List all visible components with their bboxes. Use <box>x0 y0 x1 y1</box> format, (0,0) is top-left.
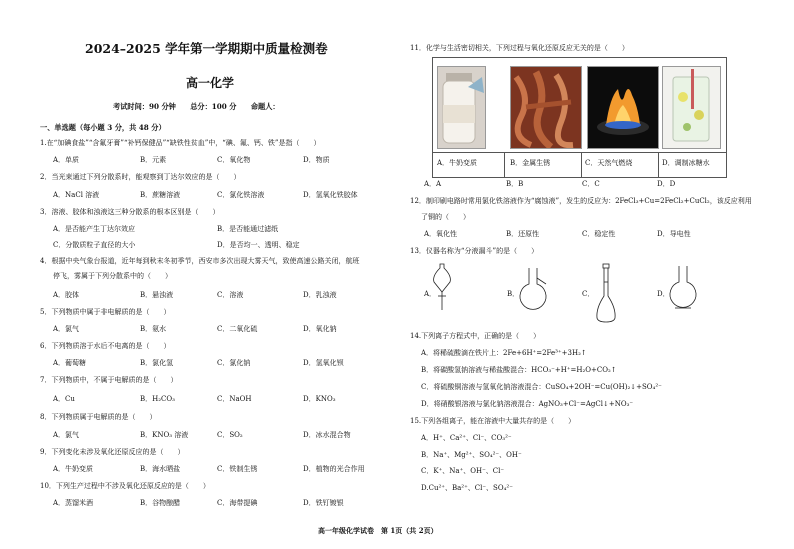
question-7: 7．下列物质中，不属于电解质的是（ ） <box>40 376 178 384</box>
q11-caption-b: B．金属生锈 <box>510 159 551 167</box>
round-bottom-flask-icon <box>516 266 550 312</box>
q4-option-c: C．溶液 <box>217 291 244 299</box>
q11-table-col-3 <box>658 152 659 178</box>
q12-option-c: C．稳定性 <box>582 230 616 238</box>
q1-option-b: B．元素 <box>140 156 167 164</box>
q3-option-c: C．分散质粒子直径的大小 <box>53 241 136 249</box>
question-10: 10．下列生产过程中不涉及氧化还原反应的是（ ） <box>40 482 210 490</box>
q2-option-b: B．蔗糖溶液 <box>140 191 181 199</box>
question-6: 6．下列物质溶于水后不电离的是（ ） <box>40 342 171 350</box>
q6-option-b: B．氯化氢 <box>140 359 174 367</box>
q11-photo-b <box>510 66 582 149</box>
q5-option-c: C．二氧化硫 <box>217 325 258 333</box>
flat-bottom-flask-icon <box>668 264 698 312</box>
page-footer: 高一年级化学试卷 第 1页（共 2页） <box>318 526 438 535</box>
q7-option-a: A．Cu <box>53 395 75 403</box>
q2-option-c: C．氯化铁溶液 <box>217 191 265 199</box>
question-5: 5．下列物质中属于非电解质的是（ ） <box>40 308 171 316</box>
q13-label-d: D． <box>657 290 670 298</box>
q14-option-c: C．将硫酸铜溶液与氢氧化钠溶液混合：CuSO₄+2OH⁻=Cu(OH)₂↓+SO₄²⁻ <box>421 383 662 391</box>
question-4: 4．根据中央气象台报道，近年每到秋末冬初季节，西安市多次出现大雾天气，致使高速公路关闭，航班 <box>40 257 360 265</box>
question-12-cont: 了铜的（ ） <box>421 213 470 221</box>
question-4-cont: 停飞，雾属于下列分散系中的（ ） <box>53 272 172 280</box>
q15-option-a: A．H⁺、Ca²⁺、Cl⁻、CO₃²⁻ <box>421 434 512 442</box>
q11-option-a: A．A <box>424 180 442 188</box>
q11-photo-c <box>587 66 659 149</box>
q12-option-d: D．导电性 <box>657 230 691 238</box>
volumetric-flask-icon <box>594 262 618 324</box>
q5-option-d: D．氧化钠 <box>303 325 337 333</box>
q10-option-d: D．铁钉镀银 <box>303 499 344 507</box>
q11-photo-d <box>662 66 721 149</box>
q11-table-rule-top <box>432 152 727 153</box>
q4-option-d: D．乳浊液 <box>303 291 337 299</box>
q10-option-b: B．谷物酿醋 <box>140 499 181 507</box>
q1-option-a: A．单质 <box>53 156 80 164</box>
q8-option-d: D．冰水混合物 <box>303 431 351 439</box>
q1-option-d: D．物质 <box>303 156 330 164</box>
q11-option-d: D．D <box>657 180 676 188</box>
q8-option-b: B．KNO₃ 溶液 <box>140 431 189 439</box>
q6-option-a: A．葡萄糖 <box>53 359 87 367</box>
section-heading: 一、单选题（每小题 3 分，共 48 分） <box>40 123 166 132</box>
question-15: 15.下列各组离子，能在溶液中大量共存的是（ ） <box>410 417 576 425</box>
q14-option-b: B．将碳酸氢钠溶液与稀盐酸混合：HCO₃⁻+H⁺=H₂O+CO₂↑ <box>421 366 617 374</box>
q7-option-d: D．KNO₃ <box>303 395 336 403</box>
q6-option-c: C．氯化钠 <box>217 359 251 367</box>
q15-option-d: D.Cu²⁺、Ba²⁺、Cl⁻、SO₄²⁻ <box>421 484 513 492</box>
q10-option-a: A．蒸馏米酒 <box>53 499 94 507</box>
question-13: 13．仪器名称为“分液漏斗”的是（ ） <box>410 247 539 255</box>
q11-table-col-1 <box>504 152 505 178</box>
question-2: 2．当光束通过下列分散系时，能观察到丁达尔效应的是（ ） <box>40 173 241 181</box>
q11-caption-a: A．牛奶变质 <box>437 159 478 167</box>
q11-caption-d: D．调制冰糖水 <box>662 159 710 167</box>
q3-option-a: A．是否能产生丁达尔效应 <box>53 225 136 233</box>
q5-option-b: B．氨水 <box>140 325 167 333</box>
q11-photo-a <box>437 66 486 149</box>
question-12: 12．制印刷电路时常用氯化铁溶液作为“腐蚀液”，发生的反应为：2FeCl₃+Cu=2FeCl₂+CuCl₂，该反应利用 <box>410 197 752 205</box>
q8-option-c: C．SO₂ <box>217 431 243 439</box>
q11-table-col-2 <box>581 152 582 178</box>
q14-option-a: A．将稀硫酸滴在铁片上：2Fe+6H⁺=2Fe³⁺+3H₂↑ <box>421 349 587 357</box>
question-11: 11．化学与生活密切相关，下列过程与氧化还原反应无关的是（ ） <box>410 44 629 52</box>
q9-option-b: B．海水晒盐 <box>140 465 181 473</box>
q9-option-a: A．牛奶变质 <box>53 465 94 473</box>
question-9: 9．下列变化未涉及氧化还原反应的是（ ） <box>40 448 185 456</box>
q4-option-b: B．悬浊液 <box>140 291 174 299</box>
q2-option-d: D．氢氧化铁胶体 <box>303 191 358 199</box>
exam-subject: 高一化学 <box>186 76 235 90</box>
q9-option-d: D．植物的光合作用 <box>303 465 365 473</box>
q11-option-c: C．C <box>582 180 600 188</box>
q3-option-d: D．是否均一、透明、稳定 <box>217 241 300 249</box>
question-14: 14.下列离子方程式中，正确的是（ ） <box>410 332 541 340</box>
q13-label-a: A． <box>424 290 437 298</box>
q4-option-a: A．胶体 <box>53 291 80 299</box>
q1-option-c: C．氧化物 <box>217 156 251 164</box>
q13-label-b: B． <box>507 290 520 298</box>
q7-option-b: B．H₂CO₃ <box>140 395 175 403</box>
q11-option-b: B．B <box>506 180 524 188</box>
q9-option-c: C．铁制生锈 <box>217 465 258 473</box>
q2-option-a: A．NaCl 溶液 <box>53 191 100 199</box>
q12-option-a: A．氧化性 <box>424 230 458 238</box>
q11-caption-c: C．天然气燃烧 <box>585 159 633 167</box>
q15-option-b: B．Na⁺、Mg²⁺、SO₄²⁻、OH⁻ <box>421 451 522 459</box>
q7-option-c: C．NaOH <box>217 395 252 403</box>
q3-option-b: B．是否能通过滤纸 <box>217 225 279 233</box>
q6-option-d: D．氢氧化钡 <box>303 359 344 367</box>
q13-label-c: C． <box>582 290 595 298</box>
question-8: 8．下列物质属于电解质的是（ ） <box>40 413 157 421</box>
q5-option-a: A．氯气 <box>53 325 80 333</box>
exam-info: 考试时间：90 分钟 总分：100 分 命题人： <box>113 102 280 111</box>
question-1: 1.在“加碘食盐”“含氟牙膏”“补钙保健品”“缺铁性贫血”中，“碘、氟、钙、铁”是指（ ） <box>40 139 321 147</box>
question-3: 3．溶液、胶体和浊液这三种分散系的根本区别是（ ） <box>40 208 220 216</box>
separatory-funnel-icon <box>430 262 454 312</box>
q14-option-d: D．将硝酸银溶液与氯化钠溶液混合：AgNO₃+Cl⁻=AgCl↓+NO₃⁻ <box>421 400 634 408</box>
q8-option-a: A．氯气 <box>53 431 80 439</box>
q12-option-b: B．还原性 <box>506 230 540 238</box>
q15-option-c: C．K⁺、Na⁺、OH⁻、Cl⁻ <box>421 467 505 475</box>
exam-title: 2024–2025 学年第一学期期中质量检测卷 <box>85 41 328 56</box>
q10-option-c: C．海带提碘 <box>217 499 258 507</box>
